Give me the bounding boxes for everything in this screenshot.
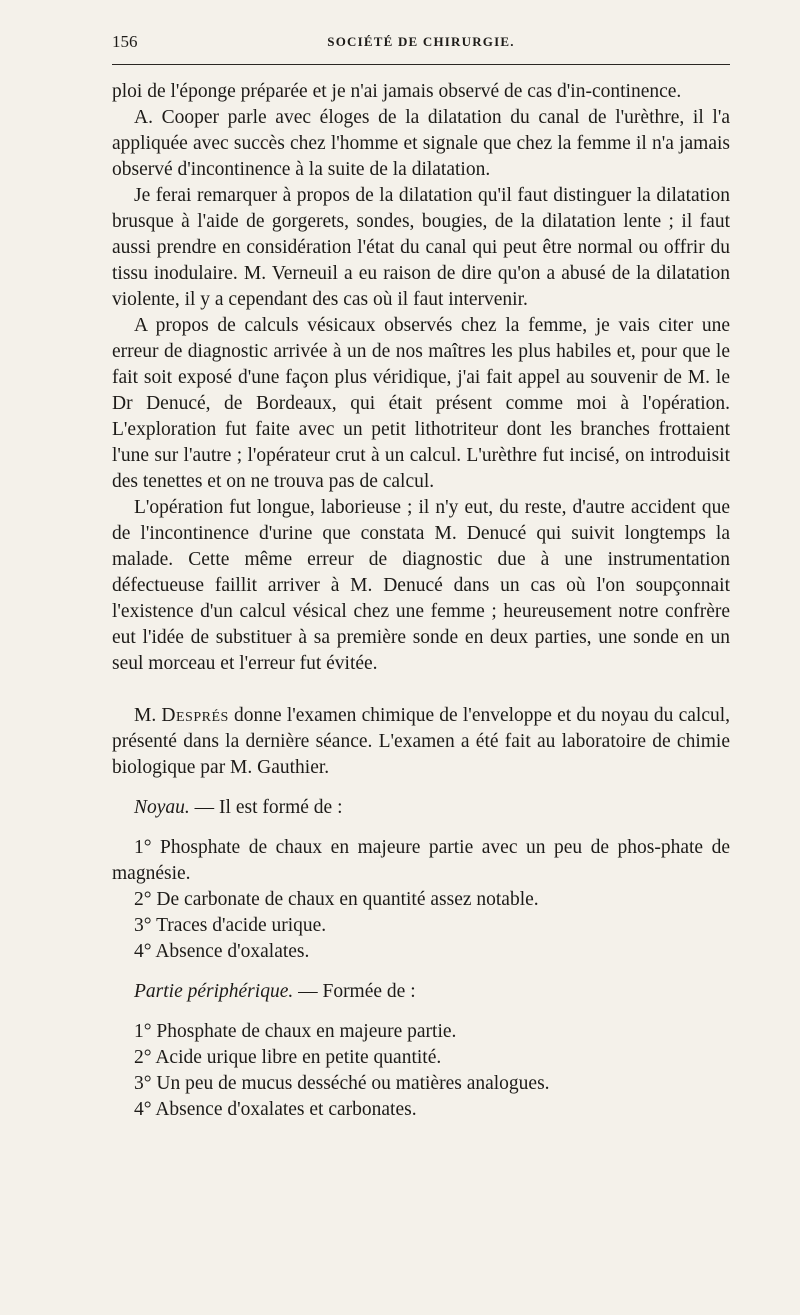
text-body: [112, 79, 730, 1123]
noyau-list: [112, 835, 730, 965]
list-item: 3° Traces d'acide urique.: [134, 915, 327, 936]
gap: [112, 781, 730, 795]
page-number: 156: [112, 32, 138, 51]
despres-prefix: M.: [134, 705, 157, 726]
running-title: SOCIÉTÉ DE CHIRURGIE.: [327, 34, 515, 49]
peripherique-list: [112, 1019, 730, 1123]
gap: [112, 965, 730, 979]
list-item: 1° Phosphate de chaux en majeure partie avec un peu de phos-phate de magnésie.: [112, 837, 730, 884]
paragraph-calculs: A propos de calculs vésicaux observés chez la femme, je vais citer une erreur de diagnostic arrivée à un de nos maîtres les plus habiles et, pour que le fait soit exposé d'une façon plus véridique, j'ai fait appel au souvenir de M. le Dr Denucé, de Bordeaux, qui était présent comme moi à l'opération. L'exploration fut faite avec un petit lithotriteur dont les branches frottaient l'une sur l'autre ; l'opérateur crut à un calcul. L'urèthre fut incisé, on introduisit des tenettes et on ne trouva pas de calcul.: [112, 315, 730, 492]
list-item: 1° Phosphate de chaux en majeure partie.: [134, 1021, 457, 1042]
noyau-intro: — Il est formé de :: [194, 797, 343, 818]
list-item: 3° Un peu de mucus desséché ou matières analogues.: [134, 1073, 550, 1094]
noyau-heading: [112, 795, 730, 821]
paragraph-dilatation: Je ferai remarquer à propos de la dilatation qu'il faut distinguer la dilatation brusque à l'aide de gorgerets, sondes, bougies, de la dilatation lente ; il faut aussi prendre en considération l'état du canal qui peut être normal ou offrir du tissu inodulaire. M. Verneuil a eu raison de dire qu'on a abusé de la dilatation violente, il y a cependant des cas où il faut intervenir.: [112, 185, 730, 310]
despres-name: Després: [161, 705, 229, 726]
peripherique-heading: [112, 979, 730, 1005]
peripherique-intro: — Formée de :: [298, 981, 416, 1002]
header-rule: [112, 64, 730, 65]
page-header: [112, 30, 730, 60]
list-item: 4° Absence d'oxalates et carbonates.: [134, 1099, 417, 1120]
despres-text: donne l'examen chimique de l'enveloppe et du noyau du calcul, présenté dans la dernière séance. L'examen a été fait au laboratoire de chimie biologique par M. Gauthier.: [112, 705, 731, 778]
gap: [112, 1005, 730, 1019]
paragraph-despres: [112, 703, 730, 781]
gap: [112, 821, 730, 835]
list-item: 2° Acide urique libre en petite quantité.: [134, 1047, 442, 1068]
peripherique-title: Partie périphérique.: [134, 981, 294, 1002]
paragraph-continuation: ploi de l'éponge préparée et je n'ai jamais observé de cas d'in-continence.: [112, 81, 682, 102]
paragraph-cooper: A. Cooper parle avec éloges de la dilatation du canal de l'urèthre, il l'a appliquée avec succès chez l'homme et signale que chez la femme il n'a jamais observé d'incontinence à la suite de la dilatation.: [112, 107, 730, 180]
paragraph-operation: L'opération fut longue, laborieuse ; il n'y eut, du reste, d'autre accident que de l'incontinence d'urine que constata M. Denucé qui suivit longtemps la malade. Cette même erreur de diagnostic due à une instrumentation défectueuse faillit arriver à M. Denucé dans un cas où l'on soupçonnait l'existence d'un calcul vésical chez une femme ; heureusement notre confrère eut l'idée de substituer à sa première sonde en deux parties, une sonde en un seul morceau et l'erreur fut évitée.: [112, 497, 730, 674]
section-gap: [112, 677, 730, 703]
noyau-title: Noyau.: [134, 797, 190, 818]
list-item: 4° Absence d'oxalates.: [134, 941, 310, 962]
list-item: 2° De carbonate de chaux en quantité assez notable.: [134, 889, 539, 910]
